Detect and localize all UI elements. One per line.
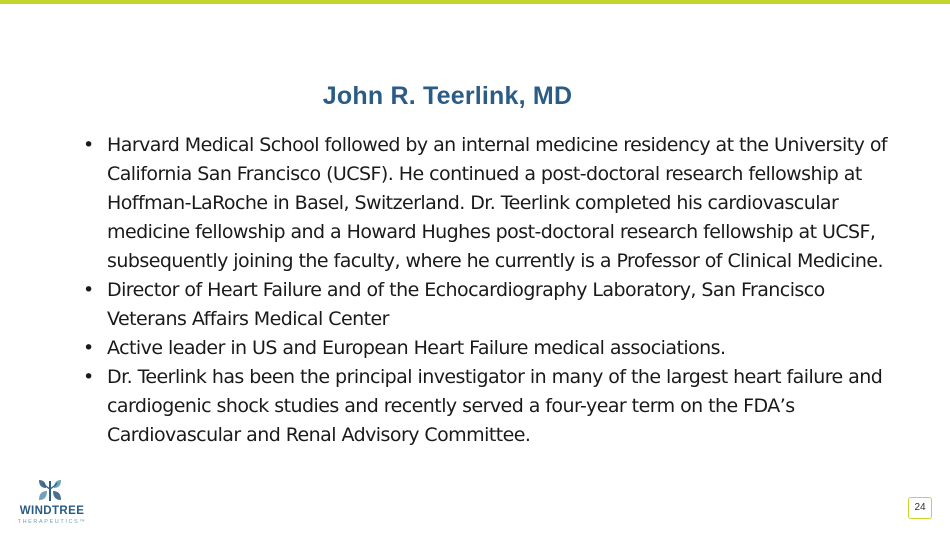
bullet-text: Director of Heart Failure and of the Echocardiography Laboratory, San Francisco Veterans Affairs Medical Center — [107, 279, 825, 330]
tree-leaf-icon — [36, 478, 64, 502]
bullet-dot: • — [83, 366, 94, 388]
bullet-item — [80, 363, 900, 450]
bullet-item — [80, 334, 900, 363]
logo-wordmark: WINDTREE — [19, 505, 85, 517]
page-number: 24 — [908, 497, 932, 519]
bullet-dot: • — [83, 337, 94, 359]
bullet-item — [80, 276, 900, 334]
logo-tagline: THERAPEUTICS™ — [17, 519, 87, 525]
bullet-item — [80, 131, 900, 276]
bullet-text: Dr. Teerlink has been the principal investigator in many of the largest heart failure and cardiogenic shock studies and recently served a four-year term on the FDA’s Cardiovascular and Renal Advisory Committee. — [107, 366, 883, 446]
windtree-logo — [12, 478, 92, 524]
bullet-text: Harvard Medical School followed by an internal medicine residency at the University of California San Francisco (UCSF). He continued a post-doctoral research fellowship at Hoffman-LaRoche in Basel, Switzerland. Dr. Teerlink completed his cardiovascular medicine fellowship and a Howard Hughes post-doctoral research fellowship at UCSF, subsequently joining the faculty, where he currently is a Professor of Clinical Medicine. — [107, 134, 888, 272]
top-accent-bar — [0, 0, 950, 4]
bullet-list — [80, 131, 900, 450]
bullet-dot: • — [83, 279, 94, 301]
bullet-text: Active leader in US and European Heart Failure medical associations. — [107, 337, 726, 359]
bullet-dot: • — [83, 134, 94, 156]
slide-title: John R. Teerlink, MD — [322, 82, 573, 110]
